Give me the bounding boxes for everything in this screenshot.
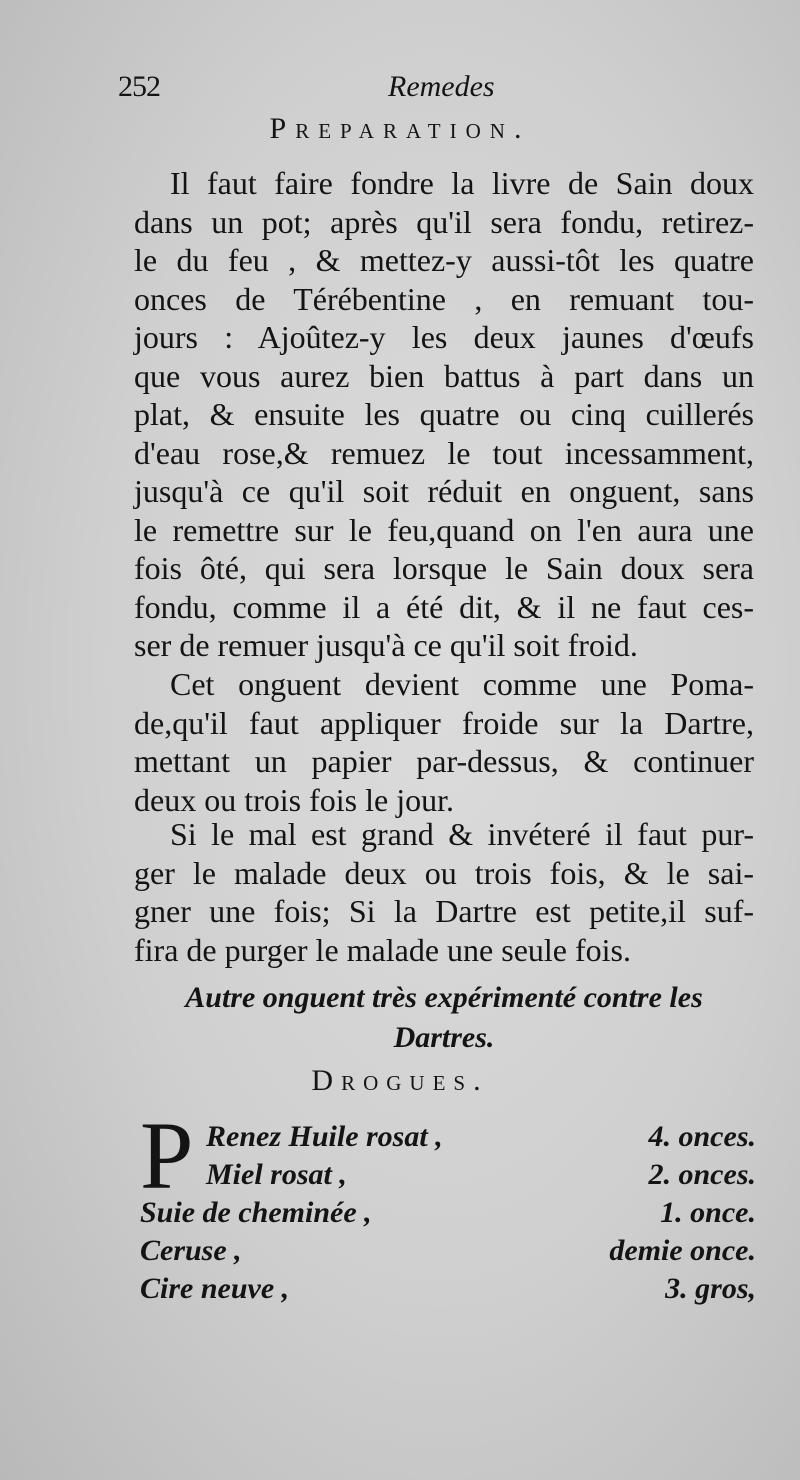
text-line: le remettre sur le feu,quand on l'en aura une [134, 511, 754, 548]
ingredient-name: Suie de cheminée , [140, 1196, 372, 1229]
ingredient-quantity: 1. once. [660, 1196, 756, 1229]
ingredient-row [140, 1196, 756, 1234]
ingredient-name: Miel rosat , [206, 1158, 347, 1191]
text-line: mettant un papier par-dessus, & continuer [134, 743, 754, 779]
drogues-heading: Drogues. [311, 1064, 489, 1097]
ingredient-name: Renez Huile rosat , [206, 1120, 443, 1153]
text-line: deux ou trois fois le jour. [134, 781, 454, 818]
text-line: de,qu'il faut appliquer froide sur la Dartre, [134, 704, 754, 741]
text-line: jours : Ajoûtez-y les deux jaunes d'œufs [134, 319, 754, 355]
ingredient-row [140, 1120, 756, 1158]
preparation-heading: Preparation. [269, 112, 531, 145]
text-line: que vous aurez bien battus à part dans un [134, 357, 754, 394]
subtitle-line: Autre onguent très expérimenté contre les [185, 981, 703, 1014]
text-line: fois ôté, qui sera lorsque le Sain doux sera [134, 550, 754, 586]
text-line: fira de purger le malade une seule fois. [134, 931, 631, 968]
text-line: Si le mal est grand & invéteré il faut pur- [170, 816, 754, 852]
text-line: d'eau rose,& remuez le tout incessamment, [134, 434, 754, 471]
text-line: onces de Térébentine , en remuant tou- [134, 280, 754, 317]
preparation-paragraph-1 [134, 164, 754, 665]
text-line: ger le malade deux ou trois fois, & le sai- [134, 854, 754, 891]
ingredient-row [140, 1158, 756, 1196]
text-line: plat, & ensuite les quatre ou cinq cuillerés [134, 396, 754, 432]
subtitle-line: Dartres. [393, 1021, 495, 1054]
preparation-paragraph-2 [134, 665, 754, 819]
ingredient-quantity: 3. gros, [665, 1272, 756, 1305]
page-number: 252 [118, 70, 160, 103]
ingredient-quantity: demie once. [609, 1234, 756, 1267]
ingredient-quantity: 2. onces. [648, 1158, 756, 1191]
text-line: Il faut faire fondre la livre de Sain doux [170, 165, 754, 201]
text-line: jusqu'à ce qu'il soit réduit en onguent, sans [134, 473, 754, 509]
text-line: dans un pot; après qu'il sera fondu, retirez- [134, 203, 754, 240]
text-line: Cet onguent devient comme une Poma- [170, 666, 754, 702]
running-head: Remedes [388, 70, 495, 103]
ingredient-name: Ceruse , [140, 1234, 242, 1267]
ingredient-row [140, 1234, 756, 1272]
recipe-subtitle [134, 978, 754, 1058]
text-line: ser de remuer jusqu'à ce qu'il soit froid. [134, 627, 638, 663]
text-line: fondu, comme il a été dit, & il ne faut ces- [134, 588, 754, 625]
page-header [118, 70, 718, 110]
drop-cap: P [140, 1102, 194, 1209]
text-line: gner une fois; Si la Dartre est petite,il suf- [134, 893, 754, 929]
ingredient-list [140, 1120, 756, 1310]
ingredient-quantity: 4. onces. [648, 1120, 756, 1153]
text-line: le du feu , & mettez-y aussi-tôt les quatre [134, 242, 754, 278]
ingredient-row [140, 1272, 756, 1310]
ingredient-name: Cire neuve , [140, 1272, 290, 1305]
preparation-paragraph-3 [134, 815, 754, 969]
